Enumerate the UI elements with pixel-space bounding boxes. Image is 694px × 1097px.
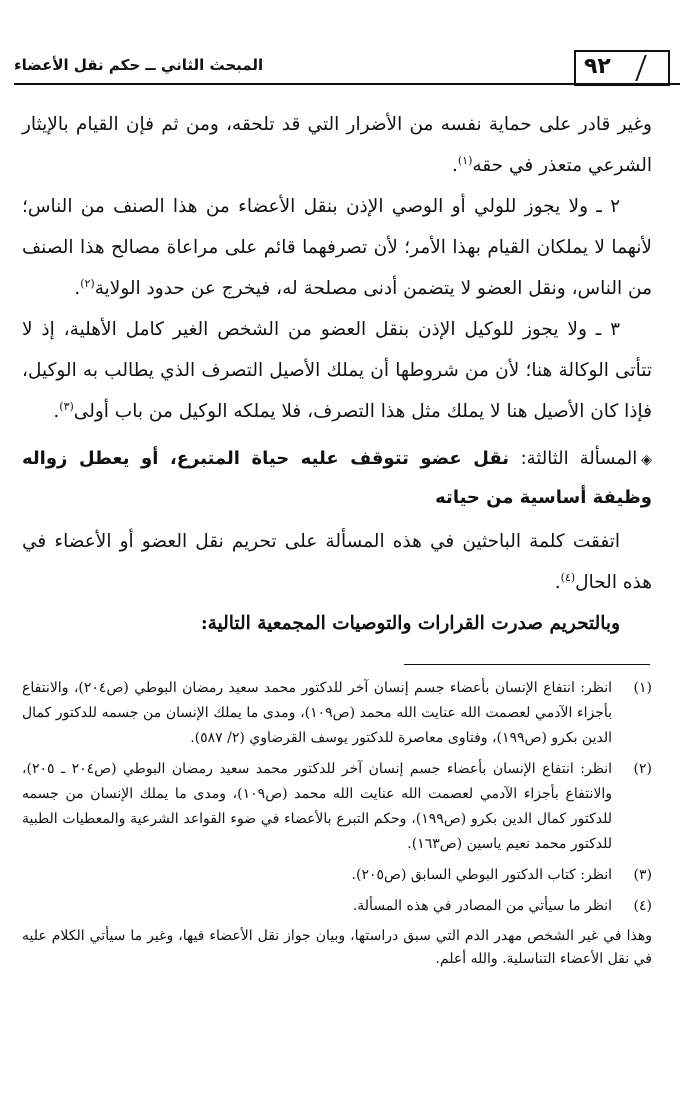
footnote-text: انظر: كتاب الدكتور البوطي السابق (ص٢٠٥). <box>351 867 612 883</box>
footnote-item <box>22 757 652 857</box>
running-title: المبحث الثاني ــ حكم نقل الأعضاء <box>14 56 264 74</box>
page-number: ٩٢ <box>584 54 611 79</box>
paragraph-3-text: ٣ ـ ولا يجوز للوكيل الإذن بنقل العضو من الشخص الغير كامل الأهلية، إذ لا تتأتى الوكالة هنا؛ لأن من شروطها أن يملك الأصيل التصرف الذي يطالب به الوكيل، فإذا كان الأصيل هنا لا يملك مثل هذا التصرف، فلا يملكه الوكيل من باب أولى <box>22 319 652 422</box>
footnote-ref-3: (٣) <box>59 399 74 413</box>
footnote-note: وهذا في غير الشخص مهدر الدم التي سبق دراستها، وبيان جواز نقل الأعضاء فيها، وغير ما سيأتي الكلام عليه في نقل الأعضاء التناسلية. والله أعلم. <box>22 928 652 967</box>
footnote-text: انظر ما سيأتي من المصادر في هذه المسألة. <box>352 898 612 914</box>
footnote-item <box>22 894 652 919</box>
footnote-number: (١) <box>633 680 652 696</box>
footnote-text: انظر: انتفاع الإنسان بأعضاء جسم إنسان آخر للدكتور محمد سعيد رمضان البوطي (ص٢٠٤ ـ ٢٠٥)، والانتفاع بأجزاء الآدمي لعصمت الله عنايت الله محمد (ص١٠٩)، ومدى ما يملك الإنسان من جسمه للدكتور كمال الدين بكرو (ص١٩٩)، وحكم التبرع بالأعضاء في ضوء القواعد الشرعية والمعطيات الطبية للدكتور محمد نعيم ياسين (ص١٦٣). <box>22 761 613 852</box>
footnote-item <box>22 676 652 751</box>
diamond-bullet-icon: ◈ <box>641 452 652 468</box>
page-number-box <box>574 50 670 86</box>
footnote-item <box>22 863 652 888</box>
paragraph-3: ٣ ـ ولا يجوز للوكيل الإذن بنقل العضو من الشخص الغير كامل الأهلية، إذ لا تتأتى الوكالة هنا؛ لأن من شروطها أن يملك الأصيل التصرف الذي يطالب به الوكيل، فإذا كان الأصيل هنا لا يملك مثل هذا التصرف، فلا يملكه الوكيل من باب أولى$^{(٣)}$. <box>22 319 652 422</box>
issue-label: المسألة الثالثة: <box>520 448 638 469</box>
paragraph-2: ٢ ـ ولا يجوز للولي أو الوصي الإذن بنقل الأعضاء من هذا الصنف من الناس؛ لأنهما لا يملكان القيام بهذا الأمر؛ لأن تصرفهما قائم على مراعاة مصالح هذا الصنف من الناس، ونقل العضو لا يتضمن أدنى مصلحة له، فيخرج عن حدود الولاية$^{(٢)}$. <box>22 196 652 299</box>
footnote-ref-1: (١) <box>457 153 473 167</box>
footnote-number: (٢) <box>633 761 652 777</box>
main-text <box>22 104 652 644</box>
paragraph-4-text: اتفقت كلمة الباحثين في هذه المسألة على تحريم نقل العضو أو الأعضاء في هذه الحال <box>22 531 652 593</box>
footnote-text: انظر: انتفاع الإنسان بأعضاء جسم إنسان آخر للدكتور محمد سعيد رمضان البوطي (ص٢٠٤)، والانتفاع بأجزاء الآدمي لعصمت الله عنايت الله محمد (ص١٠٩)، ومدى ما يملك الإنسان من جسمه للدكتور كمال الدين بكرو (ص١٩٩)، وفتاوى معاصرة للدكتور يوسف القرضاوي (٢/ ٥٨٧). <box>22 680 613 746</box>
paragraph-2-text: ٢ ـ ولا يجوز للولي أو الوصي الإذن بنقل الأعضاء من هذا الصنف من الناس؛ لأنهما لا يملكان القيام بهذا الأمر؛ لأن تصرفهما قائم على مراعاة مصالح هذا الصنف من الناس، ونقل العضو لا يتضمن أدنى مصلحة له، فيخرج عن حدود الولاية <box>22 196 652 299</box>
footnotes <box>22 676 652 971</box>
footnote-divider <box>404 664 650 665</box>
footnote-ref-4: (٤) <box>560 570 576 584</box>
page-header <box>14 46 680 92</box>
paragraph-4: اتفقت كلمة الباحثين في هذه المسألة على تحريم نقل العضو أو الأعضاء في هذه الحال$^{(٤)}$. <box>22 531 652 593</box>
paragraph-1: وغير قادر على حماية نفسه من الأضرار التي قد تلحقه، ومن ثم فإن القيام بالإيثار الشرعي متعذر في حقه$^{(١)}$. <box>22 114 652 176</box>
paragraph-1-text: وغير قادر على حماية نفسه من الأضرار التي قد تلحقه، ومن ثم فإن القيام بالإيثار الشرعي متعذر في حقه <box>22 114 652 176</box>
issue-title: نقل عضو تتوقف عليه حياة المتبرع، أو يعطل زواله وظيفة أساسية من حياته <box>22 448 652 508</box>
footnote-number: (٣) <box>633 867 652 883</box>
footnote-ref-2: (٢) <box>80 276 95 290</box>
issue-heading <box>22 440 652 517</box>
footnote-number: (٤) <box>633 898 652 914</box>
header-rule <box>14 83 680 85</box>
paragraph-5: وبالتحريم صدرت القرارات والتوصيات المجمعية التالية: <box>200 613 620 634</box>
